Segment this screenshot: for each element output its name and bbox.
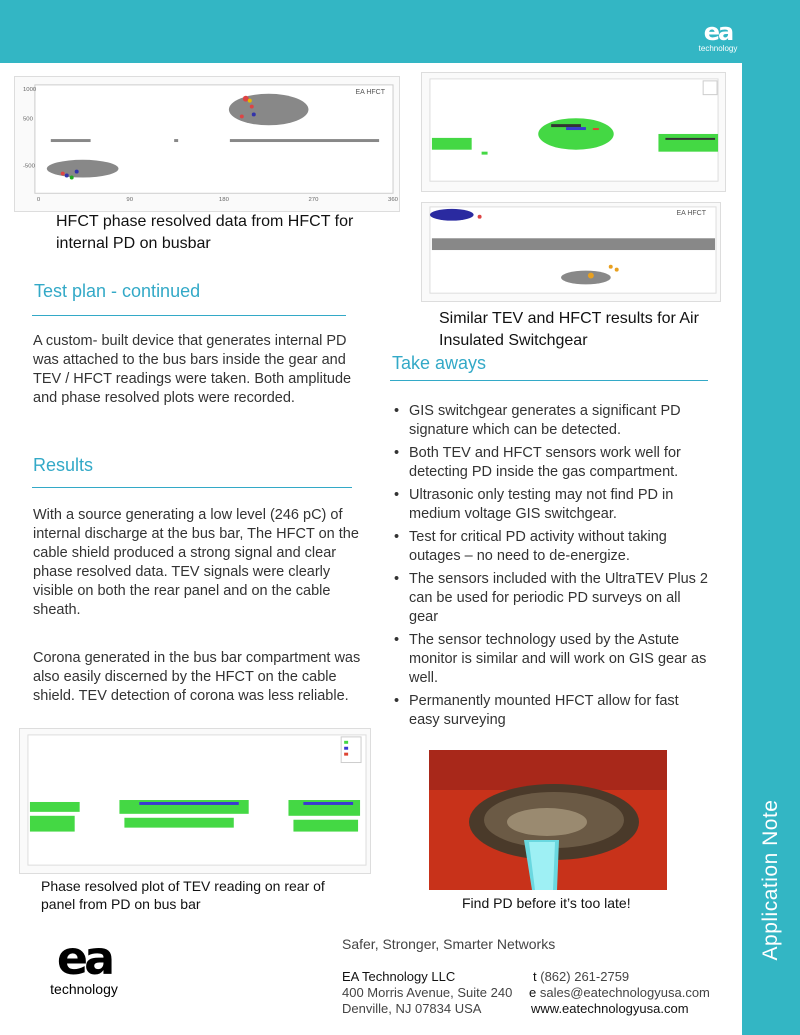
plot-label: EA HFCT	[676, 210, 706, 217]
svg-text:0: 0	[36, 197, 41, 204]
list-item: • Test for critical PD activity without taking outages – no need to de-energize.	[392, 528, 712, 566]
figure-caption: Similar TEV and HFCT results for Air Insulated Switchgear	[439, 310, 699, 349]
email[interactable]	[529, 985, 710, 1001]
section-heading-take-aways: Take aways	[392, 353, 487, 373]
section-heading-results: Results	[33, 455, 94, 475]
phone-number: (862) 261-2759	[540, 969, 630, 984]
address-line-1: 400 Morris Avenue, Suite 240	[342, 985, 513, 1000]
heading-rule	[32, 487, 352, 488]
svg-text:500: 500	[22, 116, 33, 123]
list-item: • GIS switchgear generates a significant PD signature which can be detected.	[392, 402, 712, 440]
list-item: • Permanently mounted HFCT allow for fast easy surveying	[392, 692, 712, 730]
website-link[interactable]: www.eatechnologyusa.com	[531, 1001, 689, 1016]
tagline: Safer, Stronger, Smarter Networks	[342, 936, 556, 952]
list-item: • The sensor technology used by the Astute monitor is similar and will work on GIS gear as well.	[392, 631, 712, 688]
phone-label: t	[533, 969, 537, 984]
heading-rule	[32, 315, 346, 316]
figure-caption: Phase resolved plot of TEV reading on rear of panel from PD on bus bar	[41, 878, 325, 912]
list-item: • The sensors included with the UltraTEV Plus 2 can be used for periodic PD surveys on all gear	[392, 570, 712, 627]
svg-text:1000: 1000	[22, 86, 37, 93]
email-address[interactable]: sales@eatechnologyusa.com	[539, 985, 710, 1000]
hfct-busbar-plot	[14, 76, 400, 212]
ais-hfct-plot	[421, 202, 721, 302]
results-body-2: Corona generated in the bus bar compartment was also easily discerned by the HFCT on the cable shield. TEV detection of corona was less reliable.	[33, 650, 361, 704]
side-label: Application Note	[759, 799, 782, 961]
svg-text:-500: -500	[22, 163, 35, 170]
brand-logo-top: ea technology	[698, 18, 738, 53]
results-body-1: With a source generating a low level (246 pC) of internal discharge at the bus bar, The HFCT on the cable shield produced a strong signal and clear phase resolved data. TEV signals were clearly visible on both the rear panel and on the cable sheath.	[33, 507, 359, 618]
test-plan-body: A custom- built device that generates internal PD was attached to the bus bars inside the gear and TEV / HFCT readings were taken. Both amplitude and phase resolved plots were recorded.	[33, 333, 352, 406]
list-item: • Ultrasonic only testing may not find PD in medium voltage GIS switchgear.	[392, 486, 712, 524]
list-item: • Both TEV and HFCT sensors work well for detecting PD inside the gas compartment.	[392, 444, 712, 482]
svg-text:180: 180	[218, 197, 229, 204]
tev-rear-panel-plot	[19, 728, 371, 874]
address-line-2: Denville, NJ 07834 USA	[342, 1001, 482, 1016]
section-heading-test-plan: Test plan - continued	[34, 281, 201, 301]
svg-text:90: 90	[126, 197, 134, 204]
top-banner	[0, 0, 800, 63]
brand-logo-bottom: ea technology	[50, 931, 118, 997]
take-aways-list	[392, 402, 712, 734]
heading-rule	[390, 380, 708, 381]
photo-caption: Find PD before it’s too late!	[462, 895, 631, 911]
svg-text:270: 270	[308, 197, 319, 204]
ais-tev-plot	[421, 72, 726, 192]
company-name: EA Technology LLC	[342, 969, 456, 984]
email-label: e	[529, 985, 537, 1000]
plot-label: EA HFCT	[355, 89, 385, 96]
pd-damage-photo	[429, 750, 667, 890]
phone	[533, 969, 629, 985]
svg-text:360: 360	[388, 197, 399, 204]
figure-caption: HFCT phase resolved data from HFCT for internal PD on busbar	[56, 213, 354, 252]
